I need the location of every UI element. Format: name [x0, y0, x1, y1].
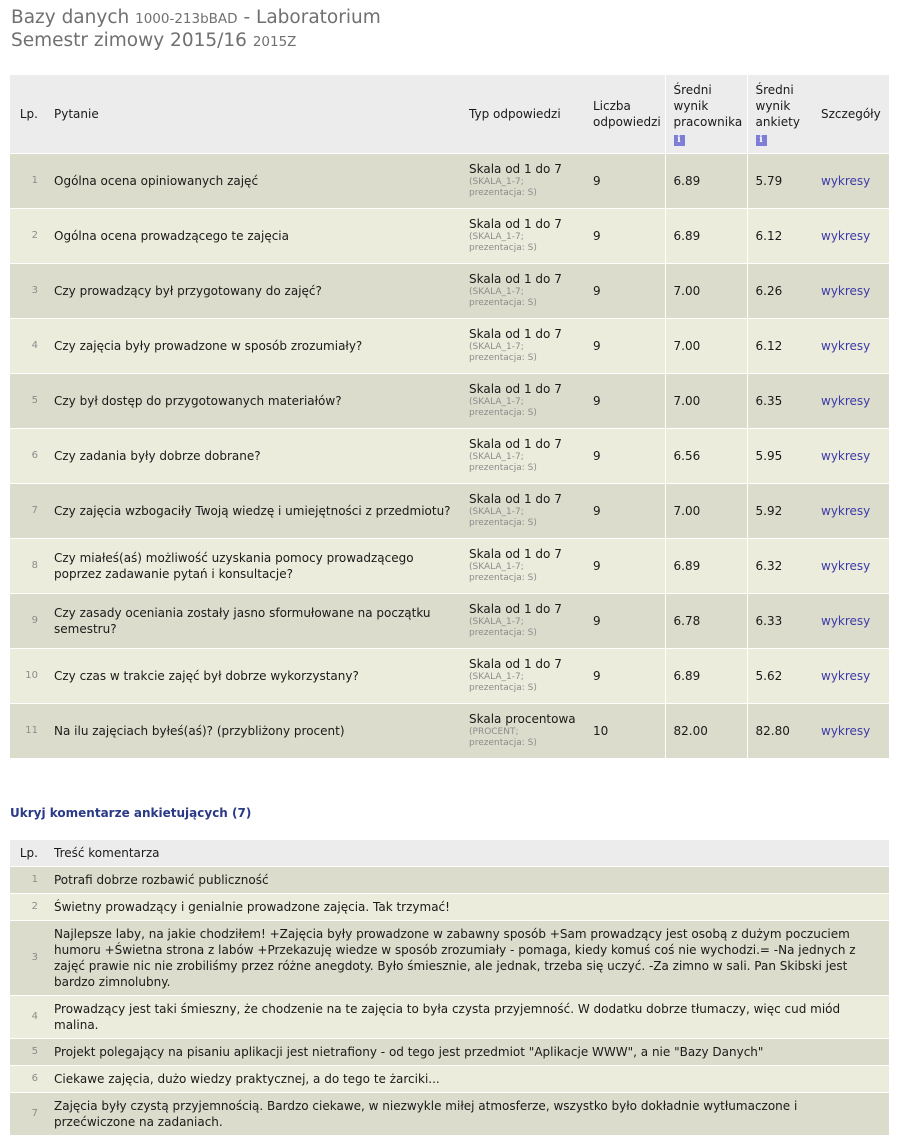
staff-average: 82.00: [665, 703, 747, 758]
charts-link[interactable]: wykresy: [821, 448, 871, 463]
question-row: [10, 263, 889, 318]
answer-type-code: (SKALA_1-7;: [469, 507, 524, 517]
comments-header-text: Treść komentarza: [54, 845, 160, 860]
comment-text: Potrafi dobrze rozbawić publiczność: [54, 872, 269, 887]
comment-row: [10, 1038, 889, 1065]
answer-count: 9: [593, 283, 601, 298]
row-number: 10: [25, 669, 38, 681]
question-row: [10, 428, 889, 483]
charts-link[interactable]: wykresy: [821, 283, 871, 298]
question-text: Ogólna ocena opiniowanych zajęć: [54, 173, 259, 188]
semester-code: 2015Z: [252, 34, 297, 50]
answer-count: 9: [593, 448, 601, 463]
course-name: Bazy danych: [11, 7, 130, 28]
answer-type-code: (SKALA_1-7;: [469, 617, 524, 627]
details-cell: [813, 373, 889, 428]
answer-count: 9: [593, 668, 601, 683]
question-text: Czy zajęcia wzbogaciły Twoją wiedzę i umiejętności z przedmiotu?: [54, 503, 451, 518]
survey-average: 5.95: [747, 428, 813, 483]
course-code: 1000-213bBAD: [135, 11, 238, 27]
header-survey-avg: [747, 75, 813, 153]
header-question: Pytanie: [54, 106, 99, 121]
header-staff-avg: [665, 75, 747, 153]
row-number: 2: [31, 229, 38, 241]
survey-average: 5.79: [747, 153, 813, 208]
answer-type: [461, 318, 585, 373]
answer-type: [461, 263, 585, 318]
row-number: 6: [31, 449, 38, 461]
answer-type-name: Skala od 1 do 7: [469, 547, 562, 561]
header-details: Szczegóły: [821, 106, 881, 121]
question-row: [10, 373, 889, 428]
answer-type-name: Skala od 1 do 7: [469, 492, 562, 506]
comment-number: 1: [31, 874, 38, 885]
details-cell: [813, 428, 889, 483]
semester-name: Semestr zimowy 2015/16: [11, 30, 247, 51]
comments-body: [10, 866, 889, 1135]
survey-average: 6.26: [747, 263, 813, 318]
hide-comments-link[interactable]: Ukryj komentarze ankietujących (7): [10, 806, 252, 820]
answer-type-presentation: prezentacja: S): [469, 243, 537, 253]
header-staff-avg-label: Średni wynik pracownika: [673, 82, 743, 129]
survey-average: 5.92: [747, 483, 813, 538]
answer-type-presentation: prezentacja: S): [469, 188, 537, 198]
answer-type-name: Skala od 1 do 7: [469, 657, 562, 671]
staff-average: 6.78: [665, 593, 747, 648]
comments-table: [10, 840, 889, 1136]
comment-row: [10, 1092, 889, 1135]
comment-number: 6: [31, 1073, 38, 1084]
staff-average: 6.56: [665, 428, 747, 483]
charts-link[interactable]: wykresy: [821, 558, 871, 573]
answer-count: 9: [593, 228, 601, 243]
answer-type-presentation: prezentacja: S): [469, 573, 537, 583]
question-row: [10, 483, 889, 538]
answer-type-name: Skala od 1 do 7: [469, 272, 562, 286]
question-text: Czy zadania były dobrze dobrane?: [54, 448, 261, 463]
info-icon[interactable]: i: [674, 135, 685, 146]
row-number: 5: [31, 394, 38, 406]
answer-type: [461, 538, 585, 593]
staff-average: 7.00: [665, 373, 747, 428]
answer-count: 9: [593, 173, 601, 188]
comment-text: Świetny prowadzący i genialnie prowadzone zajęcia. Tak trzymać!: [54, 899, 450, 914]
info-icon[interactable]: i: [756, 135, 767, 146]
answer-type-name: Skala od 1 do 7: [469, 602, 562, 616]
comment-number: 3: [31, 952, 38, 963]
details-cell: [813, 208, 889, 263]
answer-count: 9: [593, 613, 601, 628]
answer-type-code: (SKALA_1-7;: [469, 452, 524, 462]
answer-type: [461, 593, 585, 648]
staff-average: 6.89: [665, 648, 747, 703]
question-text: Czy prowadzący był przygotowany do zajęć?: [54, 283, 322, 298]
comment-text: Najlepsze laby, na jakie chodziłem! +Zajęcia były prowadzone w zabawny sposób +Sam prowadzący jest osobą z dużym poczuciem humoru +Świetna strona z labów +Przekazuję wiedze w sposób zrozumiały - pomaga, kiedy komuś coś nie wychodzi.= -Na jednych z zajęć prawie nic nie zrobiliśmy przez różne anegdoty. Było śmiesznie, ale jednak, trzeba się uczyć. -Za zimno w sali. Pan Skibski jest bardzo zimnolubny.: [54, 926, 856, 989]
questions-body: [10, 153, 889, 758]
answer-type-name: Skala od 1 do 7: [469, 162, 562, 176]
question-row: [10, 593, 889, 648]
answer-type: [461, 703, 585, 758]
answer-type-name: Skala od 1 do 7: [469, 437, 562, 451]
course-type: - Laboratorium: [243, 7, 381, 28]
staff-average: 6.89: [665, 208, 747, 263]
question-text: Czy zajęcia były prowadzone w sposób zrozumiały?: [54, 338, 363, 353]
row-number: 1: [31, 174, 38, 186]
semester-line: [11, 30, 381, 53]
questions-header-row: [10, 75, 889, 153]
answer-type: [461, 153, 585, 208]
answer-type-code: (SKALA_1-7;: [469, 562, 524, 572]
comment-number: 7: [31, 1108, 38, 1119]
question-row: [10, 153, 889, 208]
answer-type-name: Skala od 1 do 7: [469, 382, 562, 396]
staff-average: 6.89: [665, 153, 747, 208]
row-number: 9: [31, 614, 38, 626]
comment-number: 5: [31, 1046, 38, 1057]
question-row: [10, 703, 889, 758]
comment-text: Zajęcia były czystą przyjemnością. Bardzo ciekawe, w niezwykle miłej atmosferze, wszystko było dokładnie wytłumaczone i przećwiczone na zadaniach.: [54, 1098, 798, 1129]
answer-count: 9: [593, 338, 601, 353]
answer-type-presentation: prezentacja: S): [469, 683, 537, 693]
staff-average: 7.00: [665, 318, 747, 373]
answer-count: 9: [593, 558, 601, 573]
row-number: 11: [25, 724, 38, 736]
answer-type: [461, 208, 585, 263]
answer-type-name: Skala od 1 do 7: [469, 217, 562, 231]
header-lp: Lp.: [19, 106, 38, 121]
details-cell: [813, 153, 889, 208]
details-cell: [813, 703, 889, 758]
survey-average: 6.12: [747, 318, 813, 373]
answer-type-code: (SKALA_1-7;: [469, 287, 524, 297]
comment-text: Projekt polegający na pisaniu aplikacji jest nietrafiony - od tego jest przedmiot "Aplikacje WWW", a nie "Bazy Danych": [54, 1044, 764, 1059]
details-cell: [813, 483, 889, 538]
answer-type: [461, 373, 585, 428]
answer-count: 9: [593, 393, 601, 408]
survey-average: 82.80: [747, 703, 813, 758]
survey-average: 6.33: [747, 593, 813, 648]
staff-average: 6.89: [665, 538, 747, 593]
details-cell: [813, 318, 889, 373]
answer-type: [461, 648, 585, 703]
answer-type-presentation: prezentacja: S): [469, 463, 537, 473]
answer-count: 9: [593, 503, 601, 518]
question-row: [10, 208, 889, 263]
charts-link[interactable]: wykresy: [821, 338, 871, 353]
charts-link[interactable]: wykresy: [821, 613, 871, 628]
answer-type-code: (SKALA_1-7;: [469, 232, 524, 242]
question-text: Czy był dostęp do przygotowanych materiałów?: [54, 393, 342, 408]
answer-type-presentation: prezentacja: S): [469, 408, 537, 418]
details-cell: [813, 263, 889, 318]
staff-average: 7.00: [665, 483, 747, 538]
details-cell: [813, 593, 889, 648]
charts-link[interactable]: wykresy: [821, 668, 871, 683]
header-count: Liczba odpowiedzi: [593, 98, 661, 129]
answer-type-name: Skala procentowa: [469, 712, 576, 726]
charts-link[interactable]: wykresy: [821, 393, 871, 408]
survey-average: 6.32: [747, 538, 813, 593]
question-text: Czy zasady oceniania zostały jasno sformułowane na początku semestru?: [54, 605, 431, 636]
answer-type-presentation: prezentacja: S): [469, 738, 537, 748]
question-text: Czy miałeś(aś) możliwość uzyskania pomocy prowadzącego poprzez zadawanie pytań i konsultacje?: [54, 550, 414, 581]
charts-link[interactable]: wykresy: [821, 503, 871, 518]
survey-average: 6.12: [747, 208, 813, 263]
answer-type-code: (SKALA_1-7;: [469, 342, 524, 352]
questions-table: [10, 75, 889, 759]
charts-link[interactable]: wykresy: [821, 173, 871, 188]
survey-average: 6.35: [747, 373, 813, 428]
question-text: Ogólna ocena prowadzącego te zajęcia: [54, 228, 289, 243]
question-row: [10, 538, 889, 593]
answer-type-presentation: prezentacja: S): [469, 353, 537, 363]
comment-number: 2: [31, 901, 38, 912]
answer-type: [461, 428, 585, 483]
comments-header-row: [10, 840, 889, 866]
answer-count: 10: [593, 723, 609, 738]
question-text: Czy czas w trakcie zajęć był dobrze wykorzystany?: [54, 668, 359, 683]
comment-row: [10, 995, 889, 1038]
answer-type-presentation: prezentacja: S): [469, 518, 537, 528]
details-cell: [813, 648, 889, 703]
comment-row: [10, 893, 889, 920]
comment-row: [10, 920, 889, 995]
answer-type-code: (SKALA_1-7;: [469, 397, 524, 407]
question-row: [10, 318, 889, 373]
staff-average: 7.00: [665, 263, 747, 318]
answer-type-presentation: prezentacja: S): [469, 628, 537, 638]
comment-number: 4: [31, 1011, 38, 1022]
comment-row: [10, 1065, 889, 1092]
details-cell: [813, 538, 889, 593]
comment-text: Ciekawe zajęcia, dużo wiedzy praktycznej, a do tego te żarciki...: [54, 1071, 440, 1086]
charts-link[interactable]: wykresy: [821, 723, 871, 738]
question-row: [10, 648, 889, 703]
answer-type-code: (PROCENT;: [469, 727, 519, 737]
page-title: [11, 7, 381, 53]
answer-type-code: (SKALA_1-7;: [469, 672, 524, 682]
question-text: Na ilu zajęciach byłeś(aś)? (przybliżony procent): [54, 723, 345, 738]
comments-header-lp: Lp.: [19, 845, 38, 860]
row-number: 7: [31, 504, 38, 516]
row-number: 4: [31, 339, 38, 351]
charts-link[interactable]: wykresy: [821, 228, 871, 243]
header-survey-avg-label: Średni wynik ankiety: [755, 82, 800, 129]
survey-average: 5.62: [747, 648, 813, 703]
answer-type-presentation: prezentacja: S): [469, 298, 537, 308]
row-number: 8: [31, 559, 38, 571]
answer-type-name: Skala od 1 do 7: [469, 327, 562, 341]
header-answer-type: Typ odpowiedzi: [469, 106, 561, 121]
answer-type-code: (SKALA_1-7;: [469, 177, 524, 187]
row-number: 3: [31, 284, 38, 296]
comment-row: [10, 866, 889, 893]
comment-text: Prowadzący jest taki śmieszny, że chodzenie na te zajęcia to była czysta przyjemność. W dodatku dobrze tłumaczy, więc cud miód malina.: [54, 1001, 841, 1032]
answer-type: [461, 483, 585, 538]
